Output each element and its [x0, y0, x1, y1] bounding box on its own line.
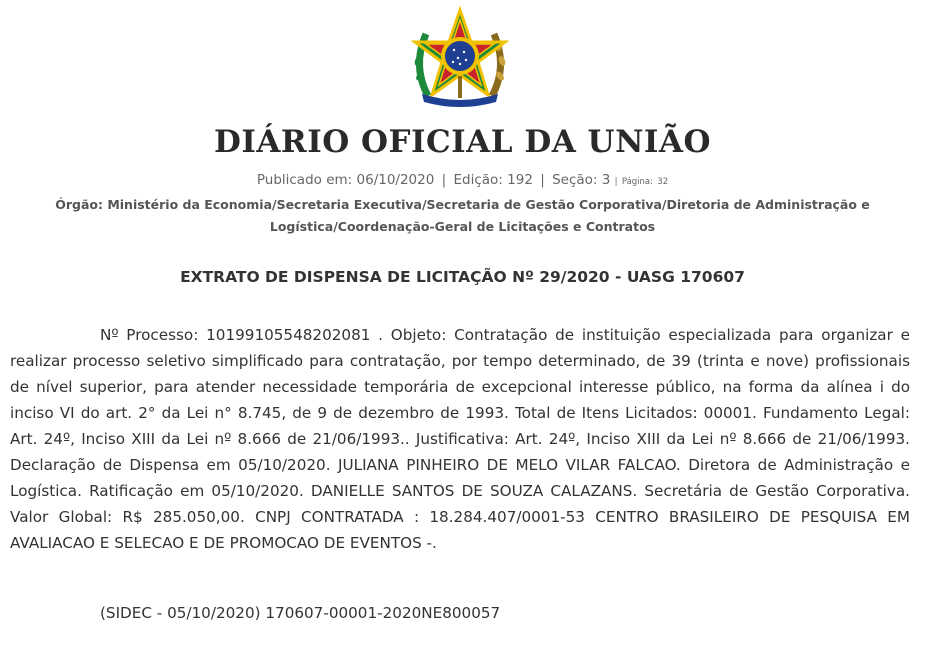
published-date: 06/10/2020: [356, 172, 435, 188]
document-body: [10, 322, 910, 556]
page-title: DIÁRIO OFICIAL DA UNIÃO: [214, 124, 711, 160]
publication-info: Publicado em: 06/10/2020 | Edição: 192 | Seção: 3 | Página: 32: [256, 172, 669, 188]
orgao-line: Órgão: Ministério da Economia/Secretaria Executiva/Secretaria de Gestão Corporativa/Diretoria de Administração e Logística/Coordenação-Geral de Licitações e Contratos: [55, 197, 870, 234]
document-heading: EXTRATO DE DISPENSA DE LICITAÇÃO Nº 29/2020 - UASG 170607: [180, 268, 745, 286]
page-label: Página:: [621, 177, 653, 187]
page-number: 32: [657, 177, 669, 187]
published-label: Publicado em:: [256, 172, 353, 188]
section-number: 3: [601, 172, 611, 188]
edition-label: Edição:: [453, 172, 503, 188]
brazil-coat-of-arms-icon: [408, 6, 512, 110]
edition-number: 192: [507, 172, 533, 188]
section-label: Seção:: [552, 172, 598, 188]
sidec-signature: (SIDEC - 05/10/2020) 170607-00001-2020NE800057: [100, 604, 501, 622]
document-body-text: Nº Processo: 10199105548202081 . Objeto: Contratação de instituição especializada para organizar e realizar processo seletivo simplificado para contratação, por tempo determinado, de 39 (trinta e nove) profissionais de nível superior, para atender necessidade temporária de excepcional interesse público, na forma da alínea i do inciso VI do art. 2° da Lei n° 8.745, de 9 de dezembro de 1993. Total de Itens Licitados: 00001. Fundamento Legal: Art. 24º, Inciso XIII da Lei nº 8.666 de 21/06/1993.. Justificativa: Art. 24º, Inciso XIII da Lei nº 8.666 de 21/06/1993. Declaração de Dispensa em 05/10/2020. JULIANA PINHEIRO DE MELO VILAR FALCAO. Diretora de Administração e Logística. Ratificação em 05/10/2020. DANIELLE SANTOS DE SOUZA CALAZANS. Secretária de Gestão Corporativa. Valor Global: R$ 285.050,00. CNPJ CONTRATADA : 18.284.407/0001-53 CENTRO BRASILEIRO DE PESQUISA EM AVALIACAO E SELECAO E DE PROMOCAO DE EVENTOS -.: [10, 326, 910, 552]
